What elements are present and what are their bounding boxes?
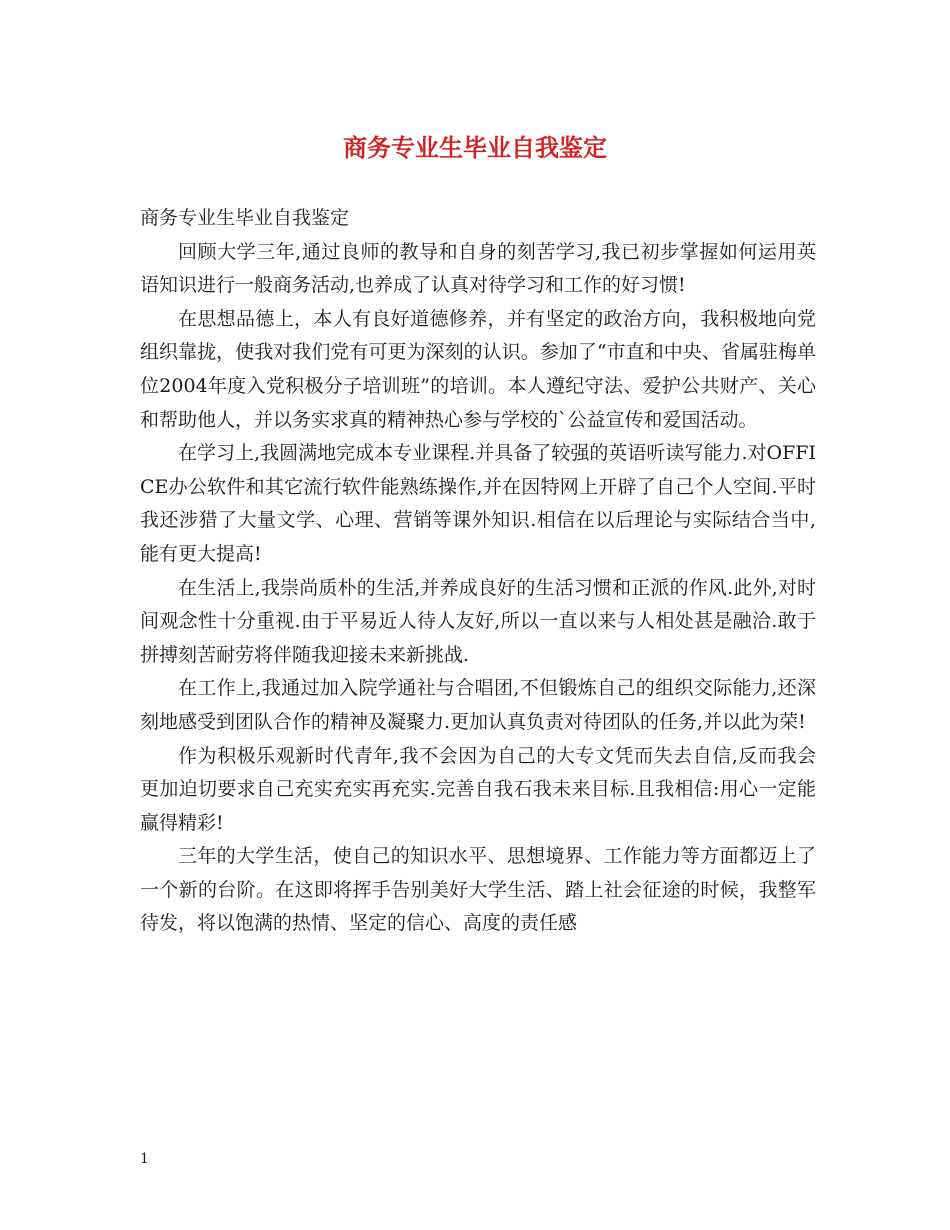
document-title: 商务专业生毕业自我鉴定 bbox=[343, 133, 607, 162]
paragraph-conclusion: 三年的大学生活，使自己的知识水平、思想境界、工作能力等方面都迈上了一个新的台阶。在这即将挥手告别美好大学生活、踏上社会征途的时候，我整军待发，将以饱满的热情、坚定的信心、高度的责任感 bbox=[140, 845, 816, 935]
document-subtitle: 商务专业生毕业自我鉴定 bbox=[140, 207, 350, 229]
paragraph-review: 回顾大学三年,通过良师的教导和自身的刻苦学习,我已初步掌握如何运用英语知识进行一般商务活动,也养成了认真对待学习和工作的好习惯! bbox=[140, 240, 816, 297]
paragraph-work: 在工作上,我通过加入院学通社与合唱团,不但锻炼自己的组织交际能力,还深刻地感受到团队合作的精神及凝聚力.更加认真负责对待团队的任务,并以此为荣! bbox=[140, 677, 816, 733]
paragraph-life: 在生活上,我崇尚质朴的生活,并养成良好的生活习惯和正派的作风.此外,对时间观念性十分重视.由于平易近人待人友好,所以一直以来与人相处甚是融洽.敢于拼搏刻苦耐劳将伴随我迎接未来新挑战. bbox=[140, 576, 816, 666]
paragraph-study: 在学习上,我圆满地完成本专业课程.并具备了较强的英语听读写能力.对OFFICE办公软件和其它流行软件能熟练操作,并在因特网上开辟了自己个人空间.平时我还涉猎了大量文学、心理、营销等课外知识.相信在以后理论与实际结合当中,能有更大提高! bbox=[140, 442, 816, 565]
document-body bbox=[140, 202, 816, 941]
page-number: 1 bbox=[140, 1151, 149, 1167]
paragraph-attitude: 作为积极乐观新时代青年,我不会因为自己的大专文凭而失去自信,反而我会更加迫切要求自己充实充实再充实.完善自我石我未来目标.且我相信:用心一定能赢得精彩! bbox=[140, 744, 816, 834]
paragraph-ideology: 在思想品德上，本人有良好道德修养，并有坚定的政治方向，我积极地向党组织靠拢，使我对我们党有可更为深刻的认识。参加了“市直和中央、省属驻梅单位2004年度入党积极分子培训班”的培训。本人遵纪守法、爱护公共财产、关心和帮助他人，并以务实求真的精神热心参与学校的`公益宣传和爱国活动。 bbox=[140, 307, 816, 431]
